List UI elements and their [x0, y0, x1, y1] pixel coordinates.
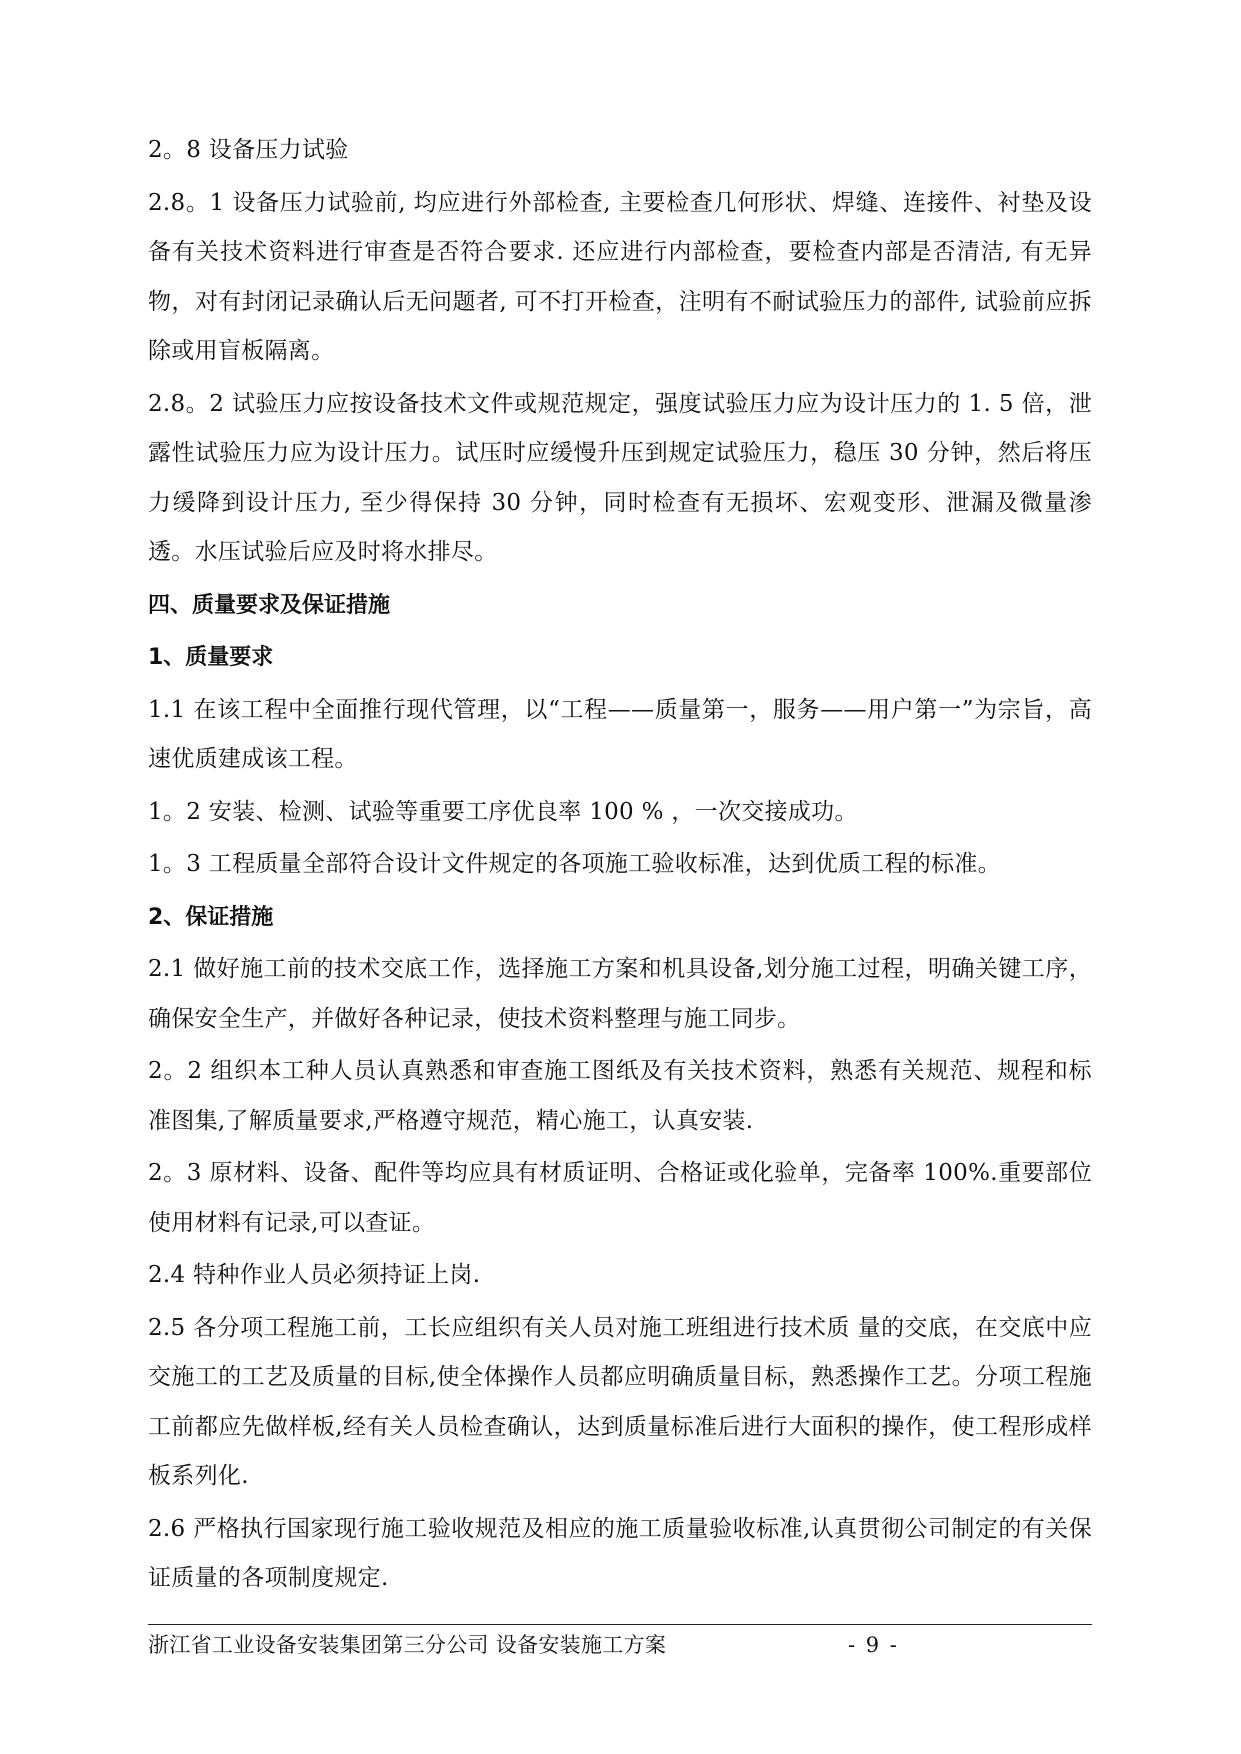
document-body: [148, 126, 1092, 1607]
paragraph: 2.8。1 设备压力试验前, 均应进行外部检查, 主要检查几何形状、焊缝、连接件、衬垫及设备有关技术资料进行审查是否符合要求. 还应进行内部检查，要检查内部是否清洁, 有无异物，对有封闭记录确认后无问题者, 可不打开检查，注明有不耐试验压力的部件, 试验前应拆除或用盲板隔离。: [148, 189, 1092, 364]
footer-divider: [148, 1624, 1092, 1625]
page-number: - 9 -: [848, 1633, 899, 1657]
paragraph: 2.8。2 试验压力应按设备技术文件或规范规定，强度试验压力应为设计压力的 1. 5 倍，泄露性试验压力应为设计压力。试压时应缓慢升压到规定试验压力，稳压 30 分钟，然后将压力缓降到设计压力, 至少得保持 30 分钟，同时检查有无损坏、宏观变形、泄漏及微量渗透。水压试验后应及时将水排尽。: [148, 390, 1092, 565]
section-heading: 四、质量要求及保证措施: [148, 592, 391, 618]
footer-company: 浙江省工业设备安装集团第三分公司 设备安装施工方案: [148, 1633, 667, 1657]
paragraph: 1。3 工程质量全部符合设计文件规定的各项施工验收标准，达到优质工程的标准。: [148, 851, 1001, 877]
paragraph: 1。2 安装、检测、试验等重要工序优良率 100 % ，一次交接成功。: [148, 798, 858, 825]
paragraph: 2.6 严格执行国家现行施工验收规范及相应的施工质量验收标准,认真贯彻公司制定的有关保证质量的各项制度规定.: [148, 1515, 1092, 1591]
paragraph: 2。3 原材料、设备、配件等均应具有材质证明、合格证或化验单，完备率 100%.重要部位使用材料有记录,可以查证。: [148, 1160, 1092, 1236]
paragraph: 2.4 特种作业人员必须持证上岗.: [148, 1262, 481, 1288]
paragraph: 2。2 组织本工种人员认真熟悉和审查施工图纸及有关技术资料，熟悉有关规范、规程和标准图集,了解质量要求,严格遵守规范，精心施工，认真安装.: [148, 1058, 1092, 1134]
paragraph: 2.1 做好施工前的技术交底工作，选择施工方案和机具设备,划分施工过程，明确关键工序，确保安全生产，并做好各种记录，使技术资料整理与施工同步。: [148, 956, 1092, 1032]
section-heading: 1、质量要求: [148, 645, 274, 670]
paragraph: 2。8 设备压力试验: [148, 137, 349, 163]
paragraph: 2.5 各分项工程施工前，工长应组织有关人员对施工班组进行技术质 量的交底，在交底中应交施工的工艺及质量的目标,使全体操作人员都应明确质量目标，熟悉操作工艺。分项工程施工前都应先做样板,经有关人员检查确认，达到质量标准后进行大面积的操作，使工程形成样板系列化.: [148, 1314, 1092, 1489]
paragraph: 1.1 在该工程中全面推行现代管理，以“工程——质量第一，服务——用户第一”为宗旨，高速优质建成该工程。: [148, 696, 1092, 772]
section-heading: 2、保证措施: [148, 904, 274, 930]
